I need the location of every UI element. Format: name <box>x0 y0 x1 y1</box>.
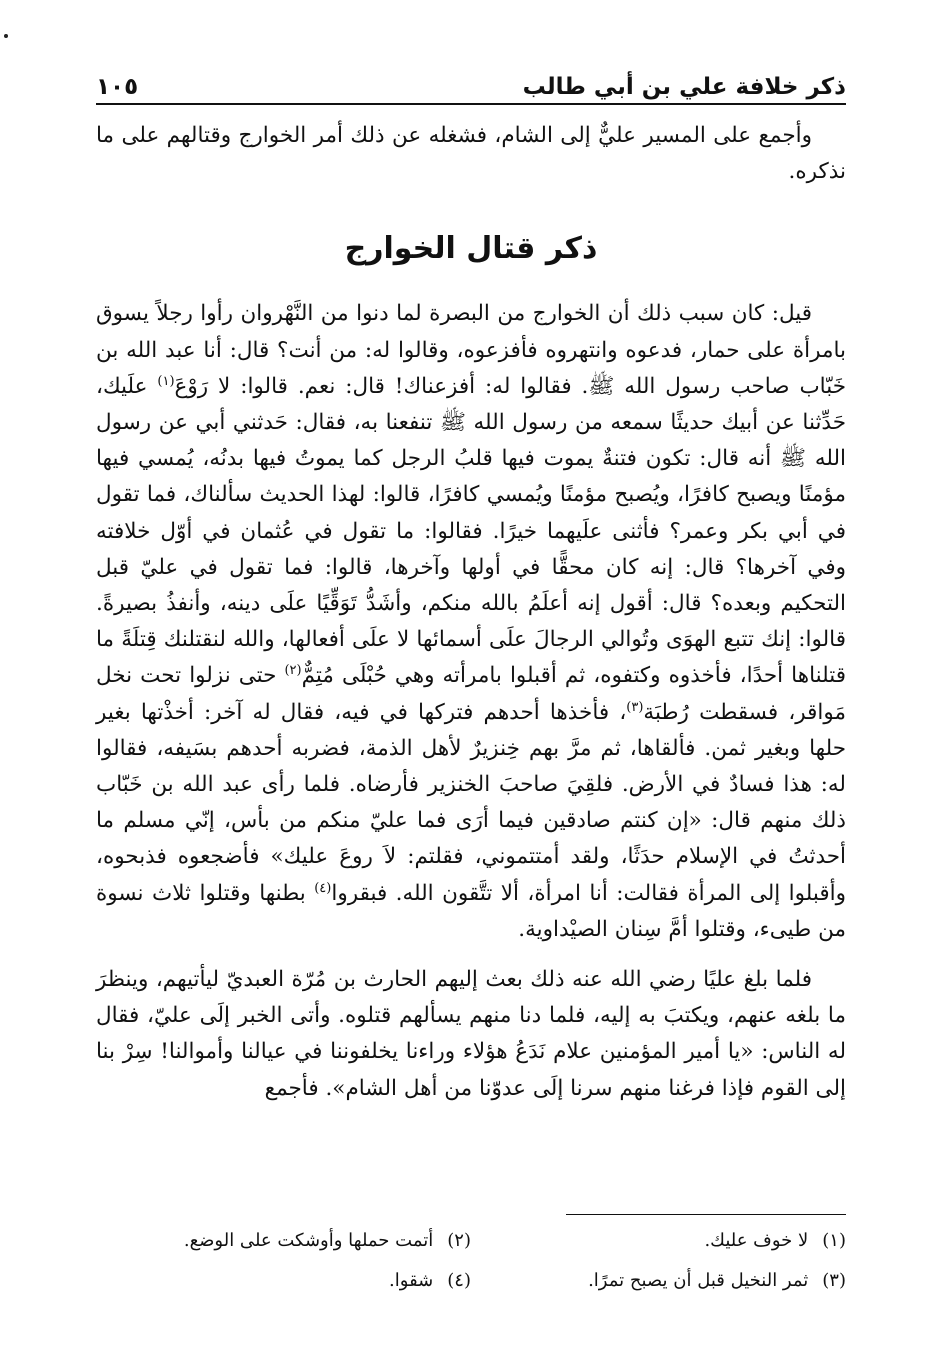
footnote-2 <box>96 1226 471 1256</box>
intro-paragraph: وأجمع على المسير عليٌّ إلى الشام، فشغله عن ذلك أمر الخوارج وقتالهم على ما نذكره. <box>96 123 846 185</box>
footnote-number: (٤) <box>447 1270 471 1291</box>
footnote-ref-1: (١) <box>157 373 175 389</box>
footnote-text: لا خوف عليك. <box>704 1230 809 1251</box>
paragraph-1-part-4: ، فأخذها أحدهم فتركها في فيه، فقال له آخر: أخذْتها بغير حلها وبغير ثمن. فألقاها، ثم مرَّ بهم خِنزيرٌ لأهل الذمة، فضربه أحدهم بسَيفه، فقالوا له: هذا فسادٌ في الأرض. فلقِيَ صاحبَ الخنزير فأرضاه. فلما رأى عبد الله بن خَبّاب ذلك منهم قال: «إن كنتم صادقين فيما أرَى فما عليّ منكم من بأس، إنّي مسلم ما أحدثتُ في الإسلام حدَثًا، ولقد أمتتموني، فقلتم: لاَ روعَ عليك» فأضجعوه فذبحوه، وأقبلوا إلى المرأة فقالت: أنا امرأة، ألا تتَّقون الله. فبقروا <box>96 699 846 906</box>
scan-speck <box>4 34 8 38</box>
header-rule <box>96 103 846 105</box>
paragraph-1-part-3: حتى نزلوا تحت نخل مَواقر، فسقطت رُطبَة <box>96 663 847 725</box>
footnote-1 <box>471 1226 846 1256</box>
body-text <box>96 118 846 1107</box>
paragraph-1-part-5: بطنها وقتلوا ثلاث نسوة من طيىء، وقتلوا أمَّ سِنان الصيْداوية. <box>96 880 846 942</box>
footnote-ref-2: (٢) <box>284 663 302 679</box>
page-number: ١٠٥ <box>96 74 139 100</box>
section-heading: ذكر قتال الخوارج <box>344 231 598 267</box>
footnote-3 <box>471 1266 846 1296</box>
footnote-text: أتمت حملها وأوشكت على الوضع. <box>183 1230 434 1251</box>
paragraph-1-part-2: علَيك، حَدِّثنا عن أبيك حديثًا سمعه من رسول الله ﷺ تنفعنا به، فقال: حَدثني أبي عن رسول الله ﷺ أنه قال: تكون فتنةٌ يموت فيها قلبُ الرجل كما يموتُ فيها بدنُه، يُمسي فيها مؤمنًا ويصبح كافرًا، ويُصبح مؤمنًا ويُمسي كافرًا، قالوا: لهذا الحديث سألناك، فما تقول في أبي بكر وعمر؟ فأثنى علَيهما خيرًا. فقالوا: ما تقول في عُثمان في أوّل خلافته وفي آخرها؟ قال: إنه كان محقًّا في أولها وآخرها، قالوا: فما تقول في عليّ قبل التحكيم وبعده؟ قال: أقول إنه أعلَمُ بالله منكم، وأشَدُّ تَوَقِّيًا علَى دينه، وأنفذُ بصيرةً. قالوا: إنك تتبع الهوَى وتُوالي الرجالَ علَى أسمائها لا علَى أفعالها، والله لنقتلنك قِتلَةً ما قتلناها أحدًا، فأخذوه وكتفوه، ثم أقبلوا بامرأته وهي حُبْلَى مُتِمٌّ <box>96 373 846 689</box>
running-title: ذكر خلافة علي بن أبي طالب <box>522 74 846 100</box>
paragraph-2: فلما بلغ عليًا رضي الله عنه ذلك بعث إليهم الحارث بن مُرّة العبديّ ليأتيهم، وينظرَ ما بلغه عنهم، ويكتبَ به إليه، فلما دنا منهم يسألهم قتلوه. وأتى الخبر إلَى عليّ، فقال له الناس: «يا أمير المؤمنين علام نَدَعُ هؤلاء وراءنا يخلفوننا في عيالنا وأموالنا! سِرْ بنا إلى القوم فإذا فرغنا منهم سرنا إلَى عدوّنا من أهل الشام». فأجمع <box>96 967 846 1101</box>
footnote-number: (١) <box>822 1230 846 1251</box>
footnote-4 <box>96 1266 471 1296</box>
paragraph-1-part-1: قيل: كان سبب ذلك أن الخوارج من البصرة لما دنوا من النَّهْروان رأوا رجلاً يسوق بامرأة على حمار، فدعوه وانتهروه فأفزعوه، وقالوا له: من أنت؟ قال: أنا عبد الله بن خَبّاب صاحب رسول الله ﷺ. فقالوا له: أفزعناك! قال: نعم. قالوا: لا رَوْعَ <box>96 301 847 399</box>
footnote-text: شقوا. <box>389 1270 434 1291</box>
footnote-text: ثمر النخيل قبل أن يصبح تمرًا. <box>588 1270 809 1291</box>
footnote-rule <box>566 1214 846 1215</box>
footnote-number: (٣) <box>822 1270 846 1291</box>
footnote-ref-3: (٣) <box>626 699 644 715</box>
paragraph-1 <box>96 296 846 948</box>
page-header <box>96 66 846 100</box>
footnote-number: (٢) <box>447 1230 471 1251</box>
footnotes <box>96 1226 846 1296</box>
footnote-ref-4: (٤) <box>314 880 332 896</box>
